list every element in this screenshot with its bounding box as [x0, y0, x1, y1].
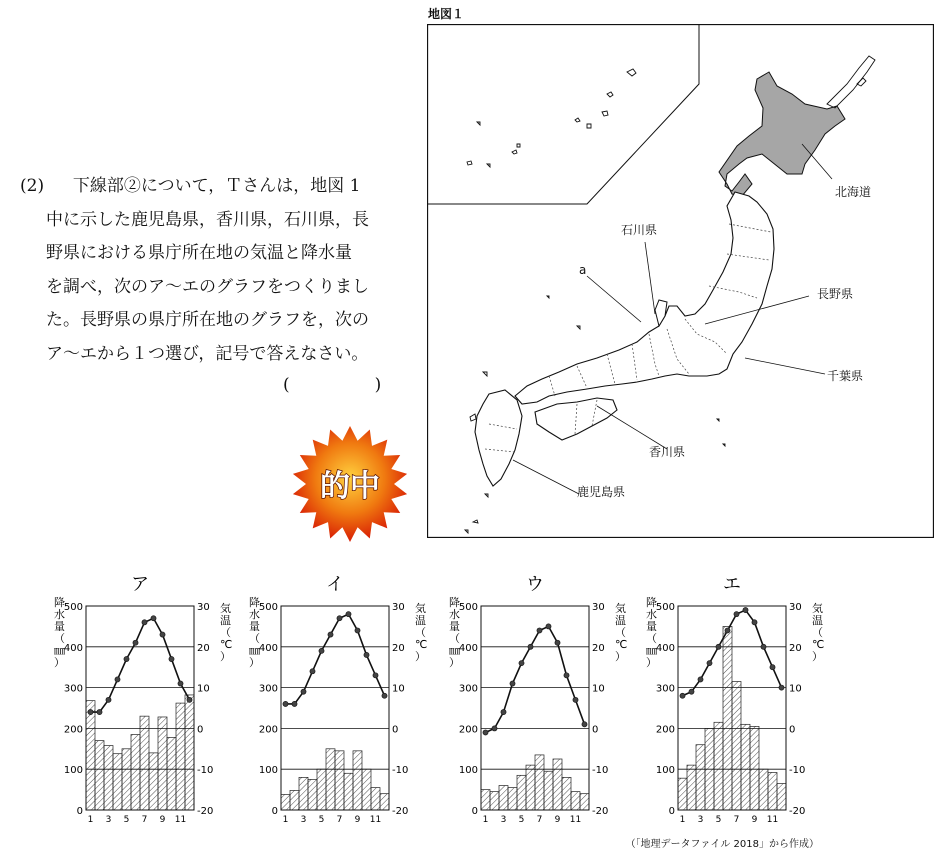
precip-bar — [131, 735, 140, 810]
precip-axis-title — [645, 595, 658, 669]
month-tick-label: 3 — [697, 815, 704, 825]
temperature-point — [734, 612, 739, 617]
temperature-point — [328, 632, 333, 637]
precip-axis-title — [448, 595, 461, 669]
temperature-point — [337, 616, 342, 621]
temperature-line — [91, 618, 190, 712]
question-line-2: 中に示した鹿児島県，香川県，石川県，長 — [46, 209, 369, 230]
axis-title-char: ） — [220, 650, 231, 663]
precip-tick-label: 200 — [63, 724, 83, 736]
axis-title-char: 温 — [615, 614, 626, 627]
precip-bar — [535, 755, 544, 810]
precip-tick-label: 200 — [258, 724, 278, 736]
precip-bar — [113, 754, 122, 810]
precip-tick-label: 400 — [258, 642, 278, 654]
precip-tick-label: 0 — [668, 806, 675, 817]
precip-tick-label: 300 — [63, 683, 83, 695]
axis-title-char: 量 — [54, 620, 65, 633]
precip-bar — [380, 794, 389, 810]
temp-tick-label: 0 — [789, 724, 796, 736]
month-tick-label: 3 — [300, 815, 307, 825]
precip-bar — [290, 790, 299, 810]
precip-bar — [308, 779, 317, 810]
axis-title-char: 降 — [249, 596, 260, 609]
temp-tick-label: 10 — [789, 683, 802, 695]
precip-tick-label: 200 — [655, 724, 675, 736]
chart-title: ア — [131, 574, 149, 595]
precip-bar — [344, 773, 353, 810]
precip-bar — [723, 626, 732, 810]
precip-bar — [562, 777, 571, 810]
month-tick-label: 1 — [282, 815, 289, 825]
temperature-point — [528, 644, 533, 649]
temperature-point — [310, 669, 315, 674]
precip-bar — [741, 724, 750, 810]
temperature-point — [97, 709, 102, 714]
month-tick-label: 7 — [733, 815, 740, 825]
temperature-point — [283, 701, 288, 706]
precip-bar — [508, 788, 517, 810]
precip-bar — [714, 722, 723, 810]
precip-tick-label: 100 — [655, 765, 675, 777]
precip-bar — [759, 769, 768, 810]
temperature-point — [88, 709, 93, 714]
precip-tick-label: 0 — [471, 806, 478, 817]
temperature-point — [133, 640, 138, 645]
axis-title-char: 量 — [646, 620, 657, 633]
precip-bar — [167, 737, 176, 810]
temperature-point — [355, 628, 360, 633]
precip-bar — [335, 751, 344, 810]
climate-chart-a — [50, 568, 250, 828]
temperature-point — [725, 628, 730, 633]
precip-tick-label: 0 — [76, 806, 83, 817]
temp-tick-label: 10 — [592, 683, 605, 695]
axis-title-char: ） — [615, 650, 626, 663]
question-line-1 — [20, 170, 410, 204]
precip-bar — [95, 741, 104, 810]
question-line-3: 野県における県庁所在地の気温と降水量 — [46, 243, 352, 263]
temp-axis-title — [220, 602, 232, 663]
temperature-point — [382, 693, 387, 698]
precip-tick-label: 100 — [63, 765, 83, 777]
precip-axis-title — [53, 595, 66, 669]
temp-tick-label: -10 — [789, 765, 806, 777]
temp-axis-title — [415, 602, 427, 663]
month-tick-label: 5 — [123, 815, 130, 825]
axis-title-char: ） — [249, 656, 260, 669]
axis-title-char: （ — [646, 632, 657, 645]
temperature-point — [779, 685, 784, 690]
axis-title-char: 水 — [54, 608, 65, 621]
axis-title-char: （ — [615, 626, 626, 639]
axis-title-char: 気 — [220, 602, 231, 615]
temperature-point — [364, 652, 369, 657]
month-tick-label: 5 — [518, 815, 525, 825]
month-tick-label: 9 — [554, 815, 561, 825]
precip-bar — [122, 749, 131, 810]
precip-bar — [326, 749, 335, 810]
chart-title: ウ — [526, 574, 544, 595]
axis-title-char: ） — [812, 650, 823, 663]
precip-tick-label: 500 — [258, 602, 278, 613]
axis-title-char: （ — [415, 626, 426, 639]
month-tick-label: 7 — [536, 815, 543, 825]
temperature-point — [106, 697, 111, 702]
precip-tick-label: 400 — [63, 642, 83, 654]
axis-title-char: 温 — [220, 614, 231, 627]
precip-tick-label: 300 — [458, 683, 478, 695]
question-line-6: ア～エから１つ選び，記号で答えなさい。 — [46, 343, 369, 364]
label-a: a — [579, 263, 587, 277]
temperature-point — [537, 628, 542, 633]
temp-tick-label: 0 — [592, 724, 599, 736]
question-block — [20, 170, 410, 371]
chart-title: エ — [723, 574, 741, 595]
temp-tick-label: 10 — [197, 683, 210, 695]
temp-tick-label: 10 — [392, 683, 405, 695]
axis-title-char: 水 — [449, 608, 460, 621]
temp-tick-label: 20 — [197, 642, 210, 654]
axis-title-char: 気 — [812, 602, 823, 615]
temperature-point — [573, 697, 578, 702]
temperature-point — [698, 677, 703, 682]
month-tick-label: 1 — [482, 815, 489, 825]
precip-bar — [299, 777, 308, 810]
precip-tick-label: 400 — [655, 642, 675, 654]
temperature-point — [546, 624, 551, 629]
label-kagawa: 香川県 — [649, 445, 686, 459]
axis-title-char: （ — [449, 632, 460, 645]
precip-bar — [104, 746, 113, 810]
temperature-point — [743, 607, 748, 612]
month-tick-label: 5 — [318, 815, 325, 825]
axis-title-char: （ — [220, 626, 231, 639]
month-tick-label: 11 — [174, 815, 187, 825]
temp-tick-label: -20 — [392, 806, 409, 817]
temp-tick-label: 20 — [592, 642, 605, 654]
precip-tick-label: 100 — [458, 765, 478, 777]
temperature-point — [582, 722, 587, 727]
month-tick-label: 1 — [679, 815, 686, 825]
temp-tick-label: -20 — [592, 806, 609, 817]
question-line-4: を調べ，次のア～エのグラフをつくりまし — [46, 276, 369, 297]
temperature-point — [178, 681, 183, 686]
temp-tick-label: -10 — [197, 765, 214, 777]
precip-axis-title — [248, 595, 261, 669]
temperature-line — [286, 614, 385, 704]
precip-bar — [553, 759, 562, 810]
climate-chart-e — [642, 568, 842, 828]
axis-title-char: ㎜ — [449, 644, 460, 657]
answer-box[interactable]: ( ) — [283, 375, 382, 395]
precip-tick-label: 300 — [258, 683, 278, 695]
precip-bar — [140, 716, 149, 810]
temp-tick-label: -20 — [789, 806, 806, 817]
climate-chart-i — [245, 568, 445, 828]
temperature-point — [115, 677, 120, 682]
axis-title-char: 水 — [249, 608, 260, 621]
label-kagoshima: 鹿児島県 — [577, 485, 626, 499]
axis-title-char: ） — [54, 656, 65, 669]
precip-bar — [580, 794, 589, 810]
axis-title-char: 降 — [449, 596, 460, 609]
precip-tick-label: 100 — [258, 765, 278, 777]
temperature-point — [770, 665, 775, 670]
precip-bar — [678, 778, 687, 810]
precip-tick-label: 500 — [458, 602, 478, 613]
label-ishikawa: 石川県 — [621, 223, 658, 237]
precip-bar — [353, 751, 362, 810]
axis-title-char: ℃ — [220, 638, 233, 651]
precip-bar — [176, 703, 185, 810]
precip-bar — [149, 753, 158, 810]
precip-bar — [481, 790, 490, 810]
map-title: 地図１ — [428, 7, 465, 21]
precip-bar — [544, 771, 553, 810]
month-tick-label: 11 — [569, 815, 582, 825]
label-nagano: 長野県 — [817, 287, 854, 301]
temp-tick-label: -20 — [197, 806, 214, 817]
temp-tick-label: 30 — [789, 602, 802, 613]
temperature-point — [707, 661, 712, 666]
temp-axis-title — [812, 602, 824, 663]
precip-tick-label: 400 — [458, 642, 478, 654]
temp-tick-label: 0 — [197, 724, 204, 736]
axis-title-char: 降 — [646, 596, 657, 609]
month-tick-label: 11 — [766, 815, 779, 825]
badge-text: 的中 — [320, 469, 380, 504]
temperature-point — [301, 689, 306, 694]
temperature-point — [346, 612, 351, 617]
precip-bar — [687, 765, 696, 810]
precip-bar — [185, 695, 194, 810]
axis-title-char: ℃ — [615, 638, 628, 651]
precip-bar — [696, 745, 705, 810]
temperature-point — [169, 656, 174, 661]
precip-bar — [158, 717, 167, 810]
precip-bar — [490, 792, 499, 810]
precip-bar — [571, 792, 580, 810]
temp-tick-label: 20 — [392, 642, 405, 654]
month-tick-label: 1 — [87, 815, 94, 825]
temp-tick-label: 30 — [592, 602, 605, 613]
temperature-point — [716, 644, 721, 649]
label-chiba: 千葉県 — [827, 369, 864, 383]
axis-title-char: 気 — [615, 602, 626, 615]
axis-title-char: ㎜ — [54, 644, 65, 657]
temp-tick-label: 30 — [197, 602, 210, 613]
temperature-point — [492, 726, 497, 731]
precip-bar — [517, 775, 526, 810]
temperature-point — [501, 709, 506, 714]
axis-title-char: ） — [449, 656, 460, 669]
axis-title-char: （ — [54, 632, 65, 645]
precip-bar — [371, 788, 380, 810]
chart-title: イ — [326, 574, 344, 595]
axis-title-char: 温 — [415, 614, 426, 627]
temperature-point — [555, 640, 560, 645]
temperature-point — [151, 616, 156, 621]
climate-chart-u — [445, 568, 645, 828]
precip-tick-label: 200 — [458, 724, 478, 736]
precip-bar — [317, 769, 326, 810]
precip-bar — [768, 772, 777, 810]
axis-title-char: ㎜ — [646, 644, 657, 657]
temperature-line — [486, 626, 585, 732]
axis-title-char: ㎜ — [249, 644, 260, 657]
month-tick-label: 3 — [500, 815, 507, 825]
axis-title-char: （ — [249, 632, 260, 645]
month-tick-label: 3 — [105, 815, 112, 825]
temperature-point — [564, 673, 569, 678]
precip-tick-label: 500 — [63, 602, 83, 613]
axis-title-char: 量 — [249, 620, 260, 633]
temperature-point — [373, 673, 378, 678]
month-tick-label: 7 — [141, 815, 148, 825]
temperature-point — [689, 689, 694, 694]
month-tick-label: 9 — [751, 815, 758, 825]
tekichu-badge — [290, 424, 410, 544]
precip-bar — [526, 765, 535, 810]
precip-tick-label: 500 — [655, 602, 675, 613]
temperature-point — [292, 701, 297, 706]
axis-title-char: ℃ — [812, 638, 825, 651]
month-tick-label: 9 — [159, 815, 166, 825]
month-tick-label: 7 — [336, 815, 343, 825]
temperature-point — [761, 644, 766, 649]
source-note: （「地理データファイル 2018」から作成） — [625, 839, 819, 850]
temp-tick-label: 0 — [392, 724, 399, 736]
temperature-point — [187, 697, 192, 702]
precip-bar — [362, 769, 371, 810]
temperature-point — [319, 648, 324, 653]
precip-tick-label: 300 — [655, 683, 675, 695]
month-tick-label: 5 — [715, 815, 722, 825]
axis-title-char: 温 — [812, 614, 823, 627]
precip-tick-label: 0 — [271, 806, 278, 817]
precip-bar — [732, 681, 741, 810]
month-tick-label: 9 — [354, 815, 361, 825]
temperature-point — [752, 620, 757, 625]
label-hokkaido: 北海道 — [835, 185, 872, 199]
axis-title-char: （ — [812, 626, 823, 639]
month-tick-label: 11 — [369, 815, 382, 825]
temperature-point — [680, 693, 685, 698]
axis-title-char: 水 — [646, 608, 657, 621]
temp-tick-label: 30 — [392, 602, 405, 613]
question-text-1: 下線部②について，Ｔさんは，地図 1 — [72, 176, 361, 196]
precip-bar — [777, 783, 786, 810]
temp-tick-label: 20 — [789, 642, 802, 654]
temperature-point — [124, 656, 129, 661]
precip-bar — [86, 701, 95, 810]
axis-title-char: ） — [415, 650, 426, 663]
axis-title-char: ） — [646, 656, 657, 669]
temperature-point — [519, 661, 524, 666]
temperature-point — [142, 620, 147, 625]
temperature-point — [160, 632, 165, 637]
temp-tick-label: -10 — [392, 765, 409, 777]
precip-bar — [281, 795, 290, 811]
temp-tick-label: -10 — [592, 765, 609, 777]
temperature-point — [483, 730, 488, 735]
question-number: (2) — [20, 176, 45, 196]
precip-bar — [750, 726, 759, 810]
axis-title-char: 量 — [449, 620, 460, 633]
japan-map — [427, 24, 934, 538]
axis-title-char: 降 — [54, 596, 65, 609]
temp-axis-title — [615, 602, 627, 663]
axis-title-char: 気 — [415, 602, 426, 615]
precip-bar — [499, 786, 508, 810]
temperature-point — [510, 681, 515, 686]
axis-title-char: ℃ — [415, 638, 428, 651]
question-line-5: た。長野県の県庁所在地のグラフを，次の — [46, 310, 369, 330]
